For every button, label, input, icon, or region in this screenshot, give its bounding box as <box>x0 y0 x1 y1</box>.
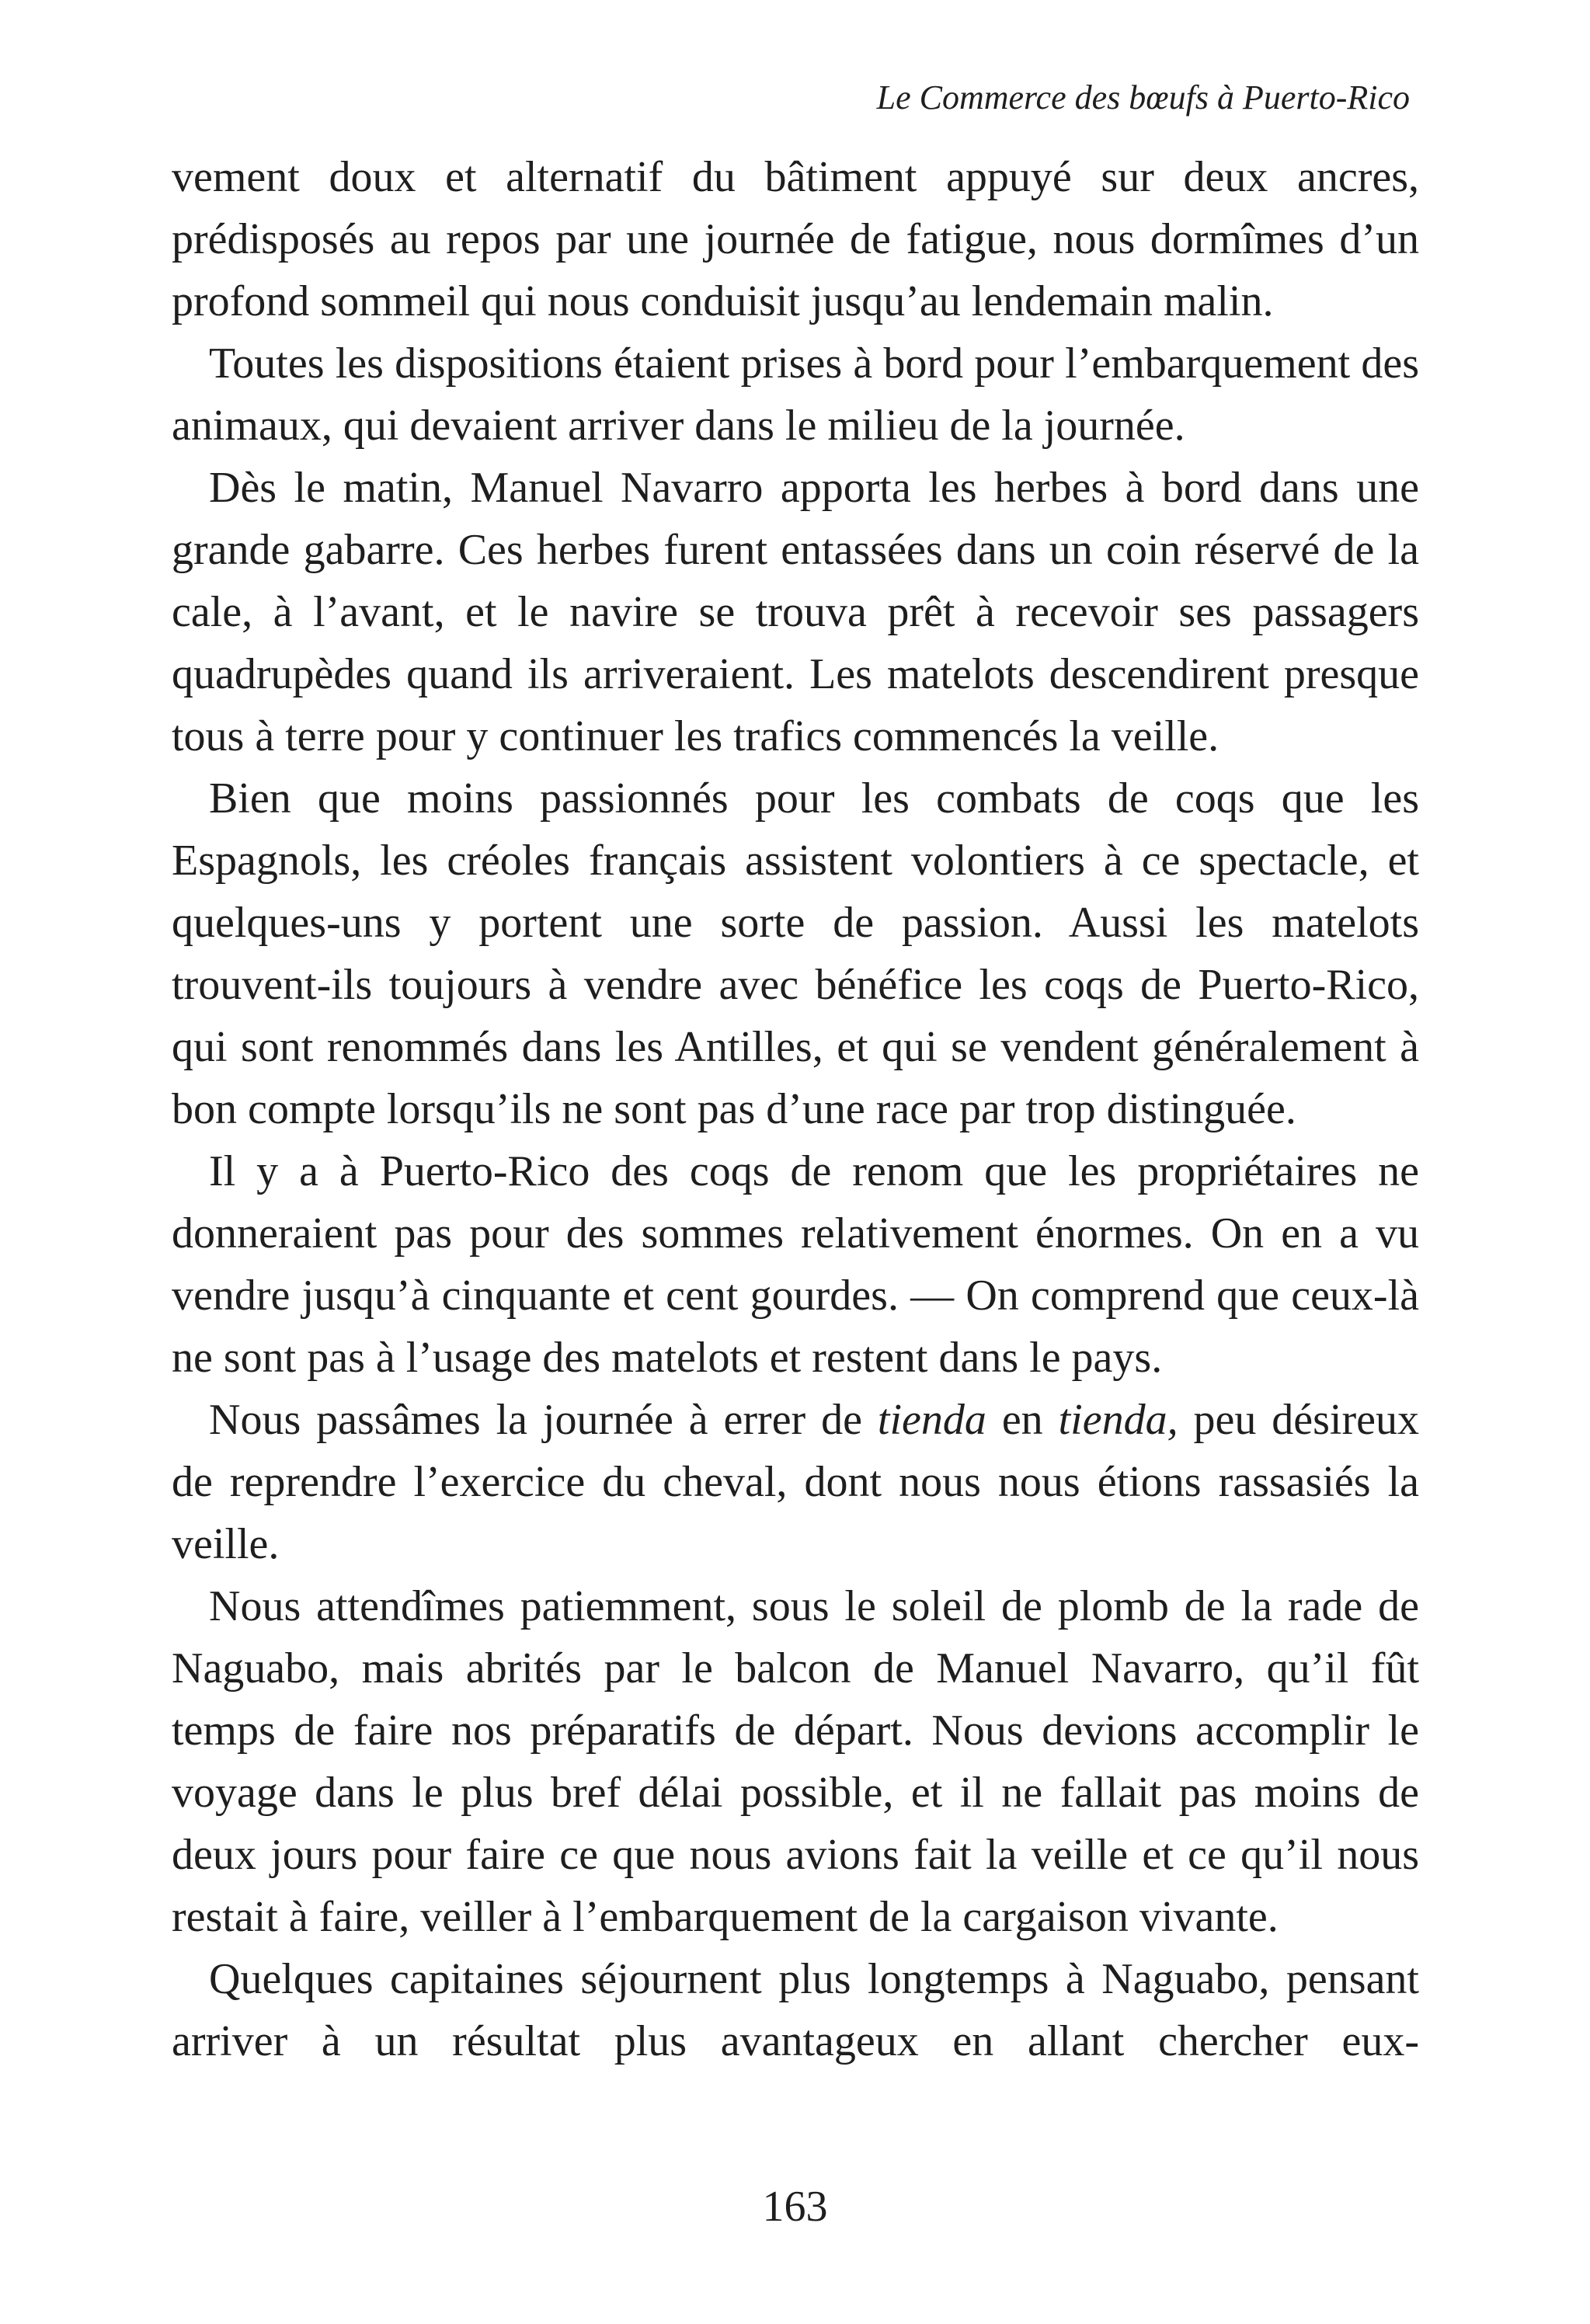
paragraph: Bien que moins passionnés pour les combats de coqs que les Espagnols, les créoles français assistent volontiers à ce spectacle, et quelques-uns y portent une sorte de passion. Aussi les matelots trouvent-ils toujours à vendre avec bénéfice les coqs de Puerto-Rico, qui sont renommés dans les Antilles, et qui se vendent généralement à bon compte lorsqu’ils ne sont pas d’une race par trop distinguée. <box>172 774 1419 1133</box>
paragraph: Nous attendîmes patiemment, sous le soleil de plomb de la rade de Naguabo, mais abrités par le balcon de Manuel Navarro, qu’il fût temps de faire nos préparatifs de départ. Nous devions accomplir le voyage dans le plus bref délai possible, et il ne fallait pas moins de deux jours pour faire ce que nous avions fait la veille et ce qu’il nous restait à faire, veiller à l’embarquement de la cargaison vivante. <box>172 1582 1419 1941</box>
paragraph: Toutes les dispositions étaient prises à bord pour l’embarquement des animaux, qui devaient arriver dans le milieu de la journée. <box>172 339 1419 450</box>
italic-word: tienda <box>877 1396 986 1444</box>
page-number: 163 <box>762 2183 828 2231</box>
running-title: Le Commerce des bœufs à Puerto-Rico <box>876 78 1410 117</box>
italic-word: tienda, <box>1058 1396 1178 1444</box>
body-text <box>172 146 1419 2072</box>
paragraph-text: peu désireux de reprendre l’exercice du cheval, dont nous nous étions rassasiés la veille. <box>172 1396 1419 1568</box>
paragraph: Dès le matin, Manuel Navarro apporta les herbes à bord dans une grande gabarre. Ces herbes furent entassées dans un coin réservé de la cale, à l’avant, et le navire se trouva prêt à recevoir ses passagers quadrupèdes quand ils arriveraient. Les matelots descendirent presque tous à terre pour y continuer les trafics commencés la veille. <box>172 464 1419 760</box>
paragraph: vement doux et alternatif du bâtiment appuyé sur deux ancres, prédisposés au repos par une journée de fatigue, nous dormîmes d’un profond sommeil qui nous conduisit jusqu’au lendemain malin. <box>172 153 1419 325</box>
paragraph: Quelques capitaines séjournent plus longtemps à Naguabo, pensant arriver à un résultat plus avantageux en allant chercher eux- <box>172 1955 1419 2065</box>
paragraph-text: en <box>986 1396 1059 1444</box>
paragraph <box>172 1389 1419 1575</box>
paragraph-text: Nous passâmes la journée à errer de <box>209 1396 878 1444</box>
paragraph: Il y a à Puerto-Rico des coqs de renom que les propriétaires ne donneraient pas pour des sommes relativement énormes. On en a vu vendre jusqu’à cinquante et cent gourdes. — On comprend que ceux-là ne sont pas à l’usage des matelots et restent dans le pays. <box>172 1147 1419 1382</box>
